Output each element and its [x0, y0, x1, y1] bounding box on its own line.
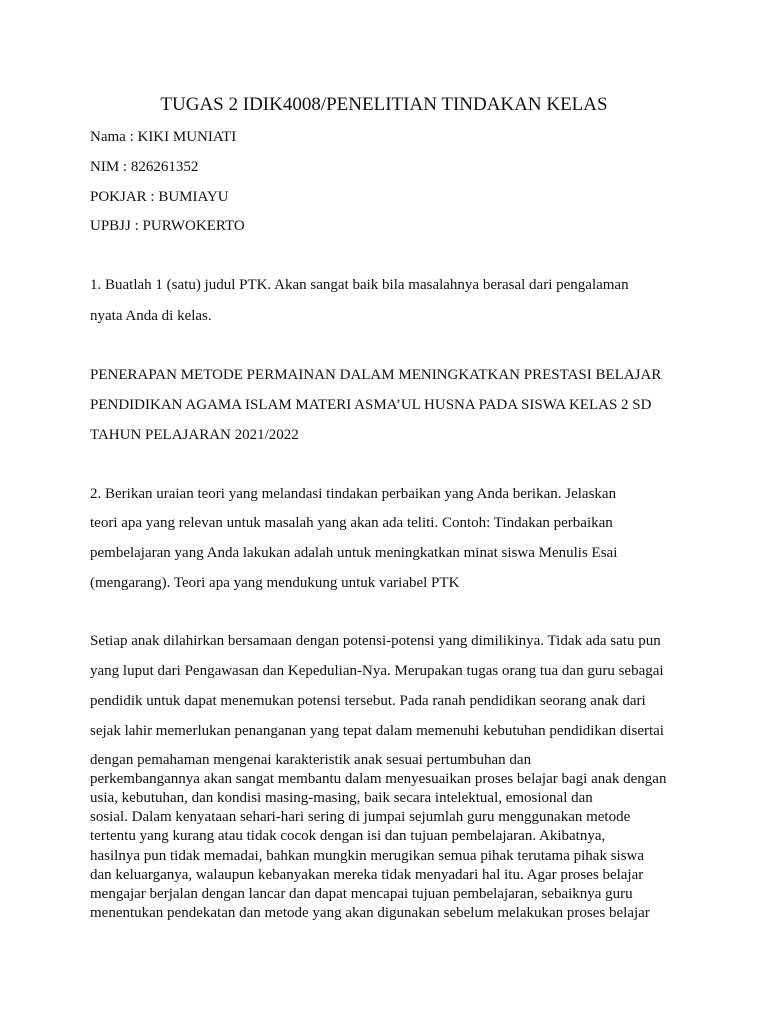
- identity-nim: NIM : 826261352: [90, 159, 199, 175]
- answer-line: hasilnya pun tidak memadai, bahkan mungkin merugikan semua pihak terutama pihak siswa: [90, 848, 645, 864]
- question-1-line: nyata Anda di kelas.: [90, 308, 212, 324]
- answer-line: tertentu yang kurang atau tidak cocok dengan isi dan tujuan pembelajaran. Akibatnya,: [90, 828, 606, 844]
- ptk-title-line: PENERAPAN METODE PERMAINAN DALAM MENINGKATKAN PRESTASI BELAJAR: [90, 367, 662, 383]
- answer-line: usia, kebutuhan, dan kondisi masing-masing, baik secara intelektual, emosional dan: [90, 790, 593, 806]
- question-2-line: (mengarang). Teori apa yang mendukung untuk variabel PTK: [90, 575, 460, 591]
- document-title: TUGAS 2 IDIK4008/PENELITIAN TINDAKAN KELAS: [160, 94, 608, 115]
- answer-line: sejak lahir memerlukan penanganan yang tepat dalam memenuhi kebutuhan pendidikan disertai: [90, 723, 664, 739]
- identity-upbjj: UPBJJ : PURWOKERTO: [90, 218, 245, 234]
- answer-line: dengan pemahaman mengenai karakteristik anak sesuai pertumbuhan dan: [90, 752, 532, 768]
- answer-line: yang luput dari Pengawasan dan Kepedulian-Nya. Merupakan tugas orang tua dan guru sebagai: [90, 663, 664, 679]
- ptk-title-line: TAHUN PELAJARAN 2021/2022: [90, 427, 299, 443]
- question-2-line: pembelajaran yang Anda lakukan adalah untuk meningkatkan minat siswa Menulis Esai: [90, 545, 618, 561]
- identity-name: Nama : KIKI MUNIATI: [90, 129, 237, 145]
- answer-line: pendidik untuk dapat menemukan potensi tersebut. Pada ranah pendidikan seorang anak dari: [90, 693, 646, 709]
- answer-line: menentukan pendekatan dan metode yang akan digunakan sebelum melakukan proses belajar: [90, 905, 650, 921]
- answer-line: Setiap anak dilahirkan bersamaan dengan potensi-potensi yang dimilikinya. Tidak ada satu pun: [90, 633, 661, 649]
- answer-line: dan keluarganya, walaupun kebanyakan mereka tidak menyadari hal itu. Agar proses belajar: [90, 867, 644, 883]
- question-1-line: 1. Buatlah 1 (satu) judul PTK. Akan sangat baik bila masalahnya berasal dari pengalaman: [90, 277, 629, 293]
- question-2-line: 2. Berikan uraian teori yang melandasi tindakan perbaikan yang Anda berikan. Jelaskan: [90, 486, 617, 502]
- question-2-line: teori apa yang relevan untuk masalah yang akan ada teliti. Contoh: Tindakan perbaikan: [90, 515, 613, 531]
- identity-pokjar: POKJAR : BUMIAYU: [90, 189, 229, 205]
- ptk-title-line: PENDIDIKAN AGAMA ISLAM MATERI ASMA’UL HUSNA PADA SISWA KELAS 2 SD: [90, 397, 652, 413]
- answer-line: perkembangannya akan sangat membantu dalam menyesuaikan proses belajar bagi anak dengan: [90, 771, 667, 787]
- answer-line: mengajar berjalan dengan lancar dan dapat mencapai tujuan pembelajaran, sebaiknya guru: [90, 886, 633, 902]
- answer-line: sosial. Dalam kenyataan sehari-hari sering di jumpai sejumlah guru menggunakan metode: [90, 809, 631, 825]
